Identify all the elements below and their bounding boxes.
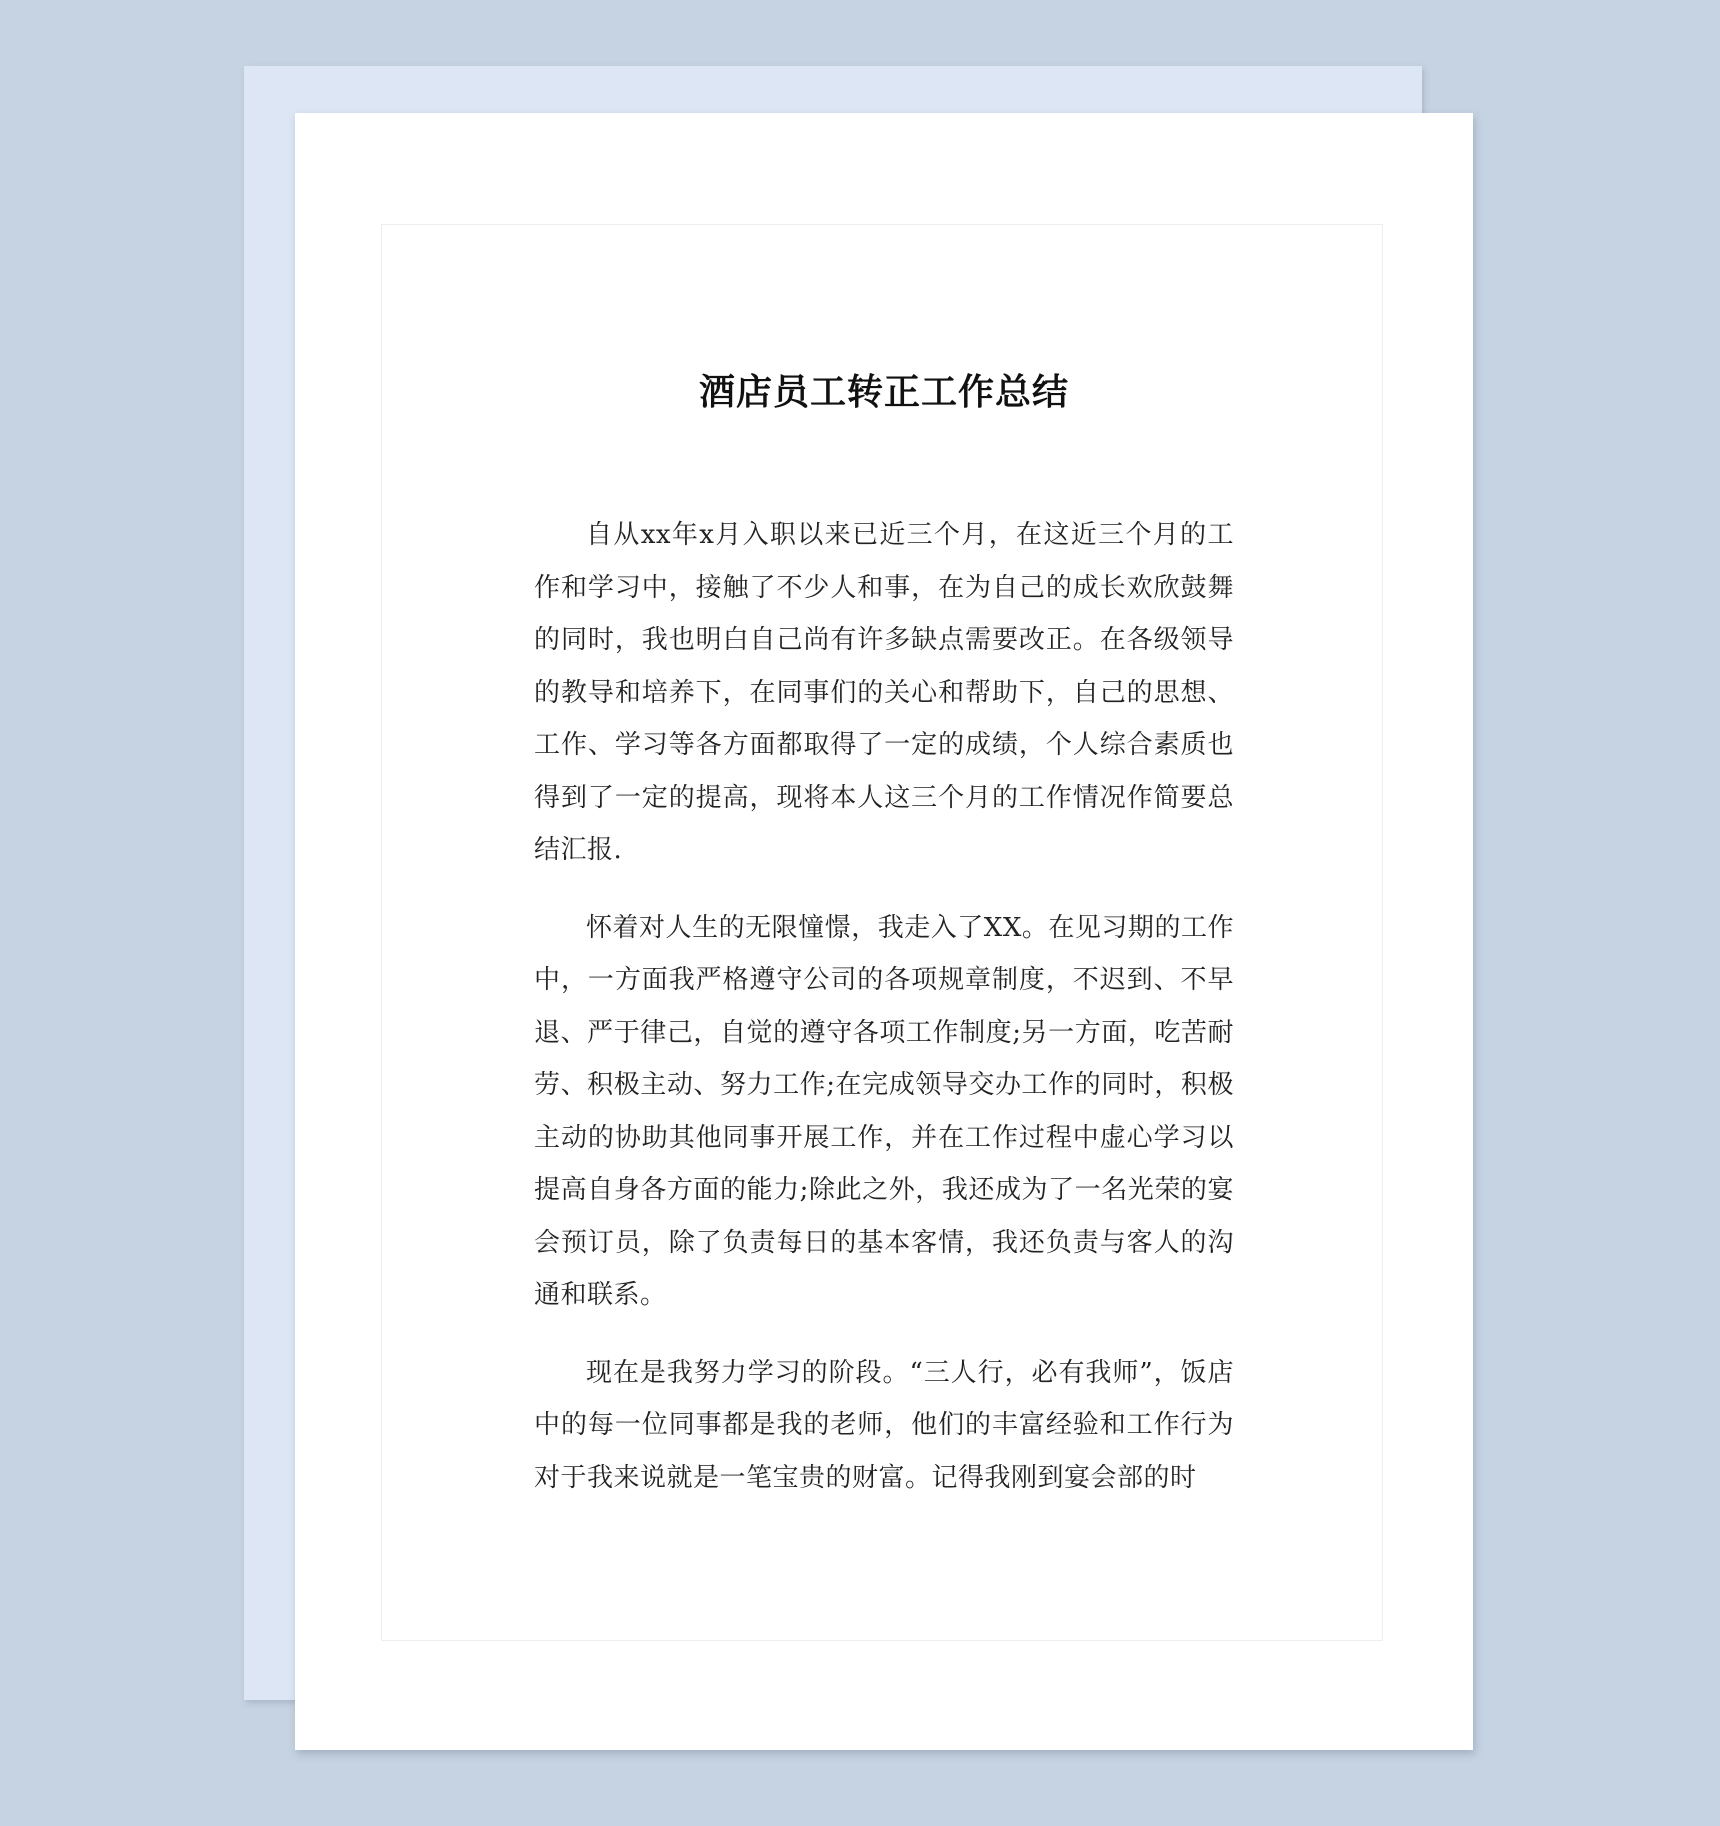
document-title: 酒店员工转正工作总结	[698, 372, 1069, 413]
paragraph-2: 怀着对人生的无限憧憬，我走入了XX。在见习期的工作中，一方面我严格遵守公司的各项规章制度，不迟到、不早退、严于律己，自觉的遵守各项工作制度;另一方面，吃苦耐劳、积极主动、努力工作;在完成领导交办工作的同时，积极主动的协助其他同事开展工作，并在工作过程中虚心学习以提高自身各方面的能力;除此之外，我还成为了一名光荣的宴会预订员，除了负责每日的基本客情，我还负责与客人的沟通和联系。	[534, 912, 1234, 1310]
document-body	[534, 509, 1234, 1529]
paragraph-3: 现在是我努力学习的阶段。“三人行，必有我师”，饭店中的每一位同事都是我的老师，他们的丰富经验和工作行为对于我来说就是一笔宝贵的财富。记得我刚到宴会部的时	[534, 1357, 1234, 1493]
paragraph-1: 自从xx年x月入职以来已近三个月，在这近三个月的工作和学习中，接触了不少人和事，在为自己的成长欢欣鼓舞的同时，我也明白自己尚有许多缺点需要改正。在各级领导的教导和培养下，在同事们的关心和帮助下，自己的思想、工作、学习等各方面都取得了一定的成绩，个人综合素质也得到了一定的提高，现将本人这三个月的工作情况作简要总结汇报.	[534, 520, 1234, 865]
document-page	[295, 113, 1473, 1750]
